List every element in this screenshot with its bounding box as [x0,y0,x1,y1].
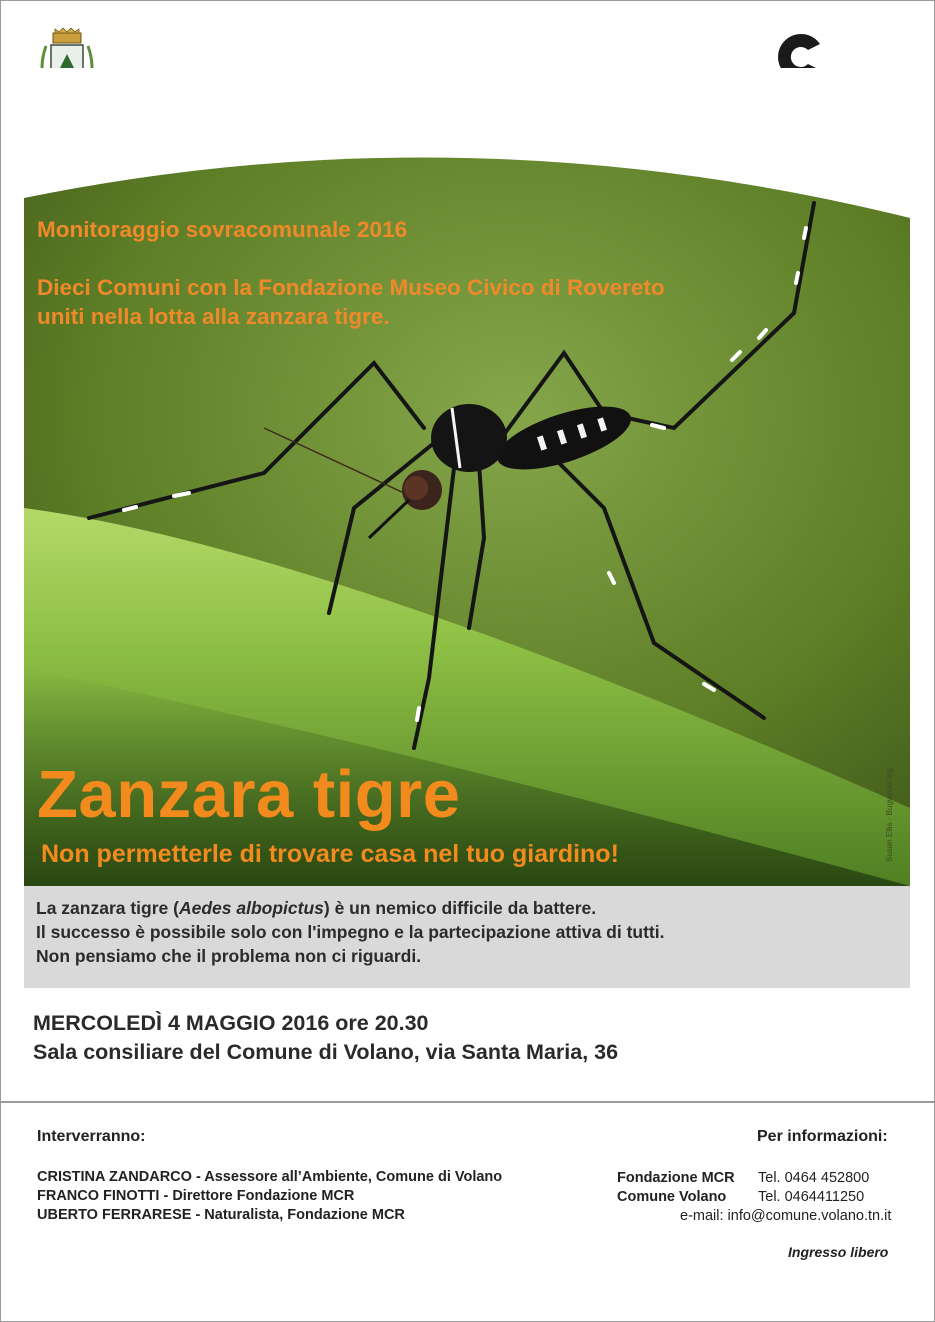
contact-name [617,1170,735,1186]
contact-phone: Tel. 0464 452800 [758,1170,870,1186]
photo-credit: Susan Ellis · Bugwood.org [885,768,894,862]
speaker-item: FRANCO FINOTTI - Direttore Fondazione MCR [37,1188,355,1204]
speaker-item: UBERTO FERRARESE - Naturalista, Fondazione MCR [37,1207,405,1223]
info-title: Per informazioni: [757,1128,888,1145]
subtitle: Monitoraggio sovracomunale 2016 [37,217,408,242]
contact-email[interactable]: e-mail: info@comune.volano.tn.it [680,1208,892,1224]
description-line: Non pensiamo che il problema non ci riguardi. [36,946,422,966]
intro-text [37,273,837,331]
intro-line: Dieci Comuni con la Fondazione Museo Civico di Rovereto [37,275,665,300]
description-line [36,898,596,919]
species-name: Aedes albopictus [178,898,324,918]
speaker-item: CRISTINA ZANDARCO - Assessore all’Ambiente, Comune di Volano [37,1169,503,1185]
event-date: MERCOLEDÌ 4 MAGGIO 2016 ore 20.30 [33,1011,429,1035]
tagline: Non permetterle di trovare casa nel tuo giardino! [41,840,619,868]
contact-phone: Tel. 0464411250 [758,1189,865,1205]
intro-line: uniti nella lotta alla zanzara tigre. [37,304,390,329]
contact-name-text: Comune Volano [617,1189,727,1205]
divider [0,1101,935,1103]
contact-name-text: Fondazione MCR [617,1170,735,1186]
description-text: La zanzara tigre ( [36,898,179,918]
admission-note: Ingresso libero [788,1244,889,1260]
headline: Zanzara tigre [37,757,461,832]
speakers-title: Interverranno: [37,1128,146,1145]
event-location: Sala consiliare del Comune di Volano, via Santa Maria, 36 [33,1040,619,1064]
description-band [24,886,910,988]
description-line: Il successo è possibile solo con l'impegno e la partecipazione attiva di tutti. [36,922,665,942]
description-text: ) è un nemico difficile da battere. [323,898,597,918]
contact-name [617,1189,726,1205]
